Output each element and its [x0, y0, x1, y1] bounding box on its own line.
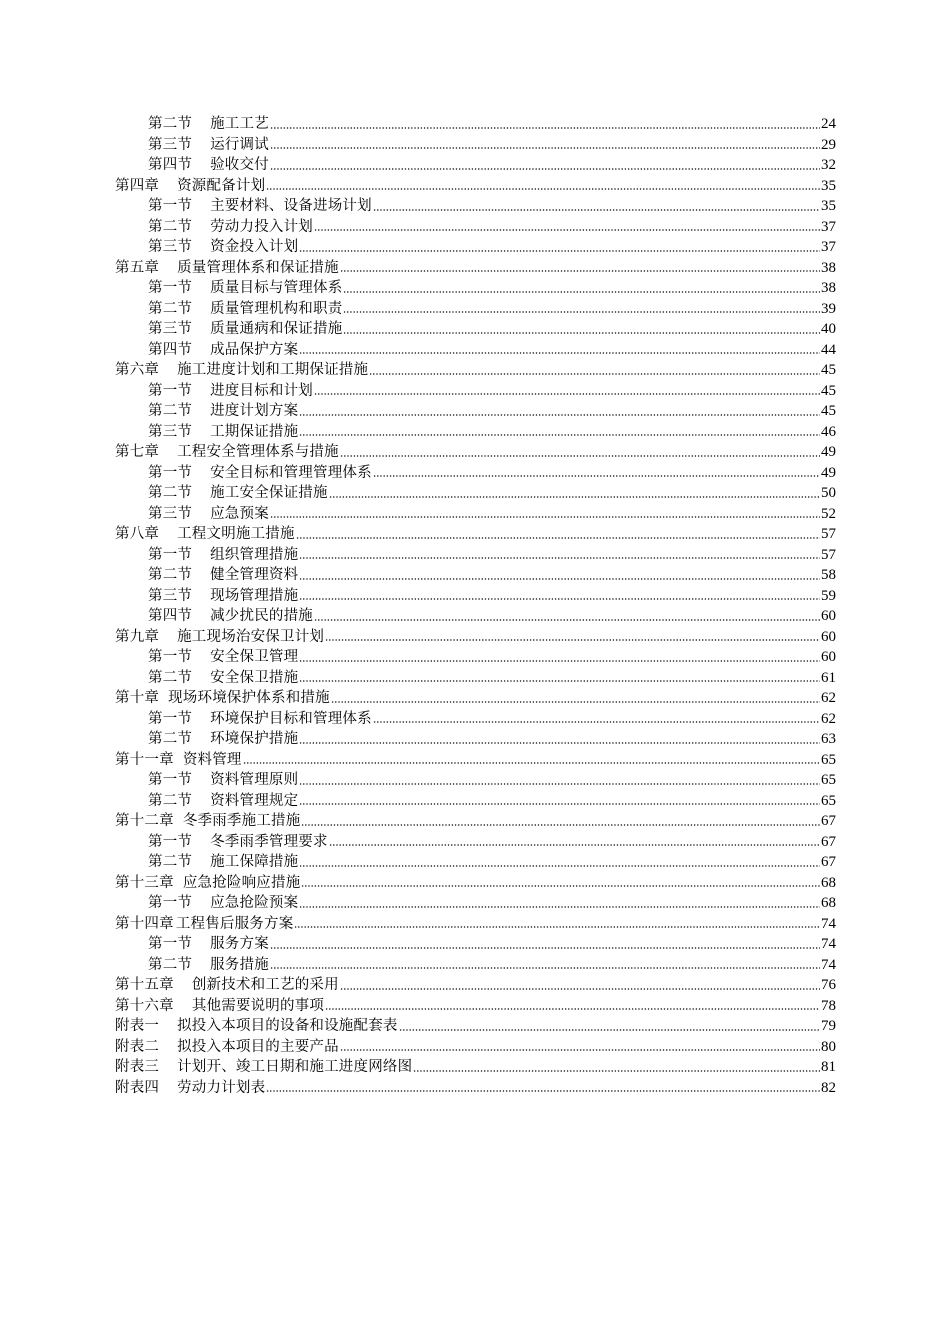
toc-entry-text: [148, 565, 298, 586]
toc-section-entry[interactable]: [115, 237, 836, 258]
toc-section-entry[interactable]: [115, 217, 836, 238]
dot-leader: [340, 455, 820, 457]
toc-entry-text: [148, 668, 298, 689]
toc-entry-title: 施工保障措施: [210, 854, 299, 870]
toc-chapter-entry[interactable]: [115, 627, 836, 648]
toc-entry-text: [148, 586, 298, 607]
toc-page-number: 58: [821, 567, 836, 583]
toc-entry-title: 施工工艺: [210, 116, 269, 132]
dot-leader: [299, 578, 820, 580]
toc-page-number: 38: [821, 259, 836, 276]
toc-entry-title: 应急抢险预案: [210, 895, 299, 911]
toc-page-number: 49: [821, 444, 836, 460]
toc-entry-title: 安全保卫措施: [210, 669, 299, 686]
toc-entry-text: [115, 750, 242, 771]
toc-entry-label: 第四节: [148, 608, 193, 624]
toc-section-entry[interactable]: [115, 586, 836, 607]
toc-page-number: 60: [821, 628, 836, 645]
toc-entry-title: 劳动力投入计划: [210, 218, 314, 235]
toc-page-number: 80: [821, 1038, 836, 1055]
toc-chapter-entry[interactable]: [115, 360, 836, 381]
toc-entry-label: 附表二: [115, 1038, 160, 1055]
toc-section-entry[interactable]: [115, 114, 836, 135]
toc-page-number: 35: [821, 198, 836, 214]
dot-leader: [343, 332, 820, 334]
toc-section-entry[interactable]: [115, 709, 836, 730]
table-of-contents: [115, 114, 836, 1098]
toc-page-number: 50: [821, 485, 836, 501]
toc-entry-text: [115, 914, 293, 935]
toc-section-entry[interactable]: [115, 791, 836, 812]
dot-leader: [270, 147, 820, 149]
toc-entry-title: 安全目标和管理管理体系: [210, 464, 372, 481]
toc-entry-text: [115, 1057, 412, 1078]
toc-entry-label: 第二节: [148, 956, 193, 973]
dot-leader: [373, 475, 820, 477]
toc-entry-label: 第四章: [115, 177, 160, 194]
dot-leader: [301, 885, 820, 887]
toc-entry-label: 第十四章: [115, 915, 174, 932]
toc-entry-title: 资金投入计划: [210, 239, 299, 255]
toc-section-entry[interactable]: [115, 545, 836, 566]
toc-page-number: 68: [821, 874, 836, 891]
toc-page-number: 59: [821, 587, 836, 604]
dot-leader: [325, 639, 820, 641]
toc-page-number: 60: [821, 649, 836, 665]
toc-entry-text: [148, 647, 298, 668]
toc-entry-title: 工程安全管理体系与措施: [177, 444, 339, 460]
toc-section-entry[interactable]: [115, 463, 836, 484]
toc-entry-text: [148, 852, 298, 873]
toc-entry-label: 第五章: [115, 259, 160, 276]
toc-section-entry[interactable]: [115, 934, 836, 955]
toc-entry-text: [115, 176, 265, 197]
dot-leader: [413, 1070, 820, 1072]
toc-entry-label: 第一节: [148, 546, 193, 563]
toc-page-number: 44: [821, 341, 836, 358]
toc-entry-title: 资源配备计划: [177, 177, 266, 194]
dot-leader: [340, 270, 820, 272]
toc-entry-title: 环境保护措施: [210, 731, 299, 747]
toc-entry-text: [148, 934, 269, 955]
toc-entry-title: 资料管理: [182, 751, 242, 768]
toc-page-number: 49: [821, 464, 836, 481]
toc-entry-label: 第一节: [148, 198, 193, 214]
toc-entry-title: 计划开、竣工日期和施工进度网络图: [177, 1059, 413, 1075]
toc-page-number: 24: [821, 116, 836, 132]
dot-leader: [343, 291, 820, 293]
toc-entry-title: 组织管理措施: [210, 546, 299, 563]
toc-entry-label: 第二节: [148, 403, 193, 419]
toc-entry-title: 服务措施: [210, 956, 269, 973]
toc-section-entry[interactable]: [115, 278, 836, 299]
toc-entry-text: [115, 996, 324, 1017]
toc-entry-text: [148, 770, 298, 791]
toc-entry-label: 第二节: [148, 731, 193, 747]
dot-leader: [301, 824, 820, 826]
toc-page-number: 81: [821, 1059, 836, 1075]
toc-page-number: 57: [821, 546, 836, 563]
toc-entry-label: 第三节: [148, 423, 193, 440]
dot-leader: [270, 127, 820, 129]
toc-entry-title: 资料管理原则: [210, 772, 299, 788]
toc-entry-label: 第三节: [148, 505, 193, 522]
toc-section-entry[interactable]: [115, 770, 836, 791]
toc-page-number: 61: [821, 669, 836, 686]
toc-entry-label: 第一节: [148, 280, 193, 296]
dot-leader: [243, 762, 820, 764]
toc-page-number: 40: [821, 321, 836, 337]
toc-entry-title: 运行调试: [210, 136, 269, 153]
toc-entry-label: 第二节: [148, 300, 193, 317]
dot-leader: [299, 742, 820, 744]
toc-page-number: 63: [821, 731, 836, 747]
toc-entry-label: 第三节: [148, 321, 193, 337]
toc-entry-title: 进度目标和计划: [210, 382, 314, 399]
toc-entry-text: [115, 524, 295, 545]
dot-leader: [373, 209, 820, 211]
toc-page-number: 76: [821, 977, 836, 993]
toc-entry-label: 第一节: [148, 772, 193, 788]
toc-entry-text: [148, 319, 342, 340]
toc-page-number: 38: [821, 280, 836, 296]
toc-entry-label: 附表三: [115, 1059, 160, 1075]
toc-entry-title: 劳动力计划表: [177, 1079, 266, 1096]
toc-entry-text: [148, 729, 298, 750]
toc-chapter-entry[interactable]: [115, 1057, 836, 1078]
toc-page-number: 74: [821, 915, 836, 932]
toc-entry-label: 第一节: [148, 710, 193, 727]
toc-entry-label: 第三节: [148, 136, 193, 153]
toc-entry-title: 质量目标与管理体系: [210, 280, 343, 296]
toc-entry-text: [148, 381, 313, 402]
toc-section-entry[interactable]: [115, 483, 836, 504]
toc-entry-text: [148, 196, 372, 217]
toc-entry-title: 质量管理机构和职责: [210, 300, 343, 317]
toc-entry-label: 第一节: [148, 649, 193, 665]
dot-leader: [299, 680, 820, 682]
toc-section-entry[interactable]: [115, 155, 836, 176]
dot-leader: [314, 229, 820, 231]
toc-entry-title: 拟投入本项目的主要产品: [177, 1038, 339, 1055]
toc-entry-title: 资料管理规定: [210, 792, 299, 809]
toc-page-number: 65: [821, 751, 836, 768]
toc-entry-text: [148, 299, 342, 320]
toc-entry-title: 减少扰民的措施: [210, 608, 314, 624]
toc-entry-label: 附表四: [115, 1079, 160, 1096]
toc-chapter-entry[interactable]: [115, 914, 836, 935]
toc-entry-title: 施工安全保证措施: [210, 485, 328, 501]
toc-entry-text: [148, 463, 372, 484]
dot-leader: [340, 1049, 820, 1051]
toc-page-number: 62: [821, 710, 836, 727]
toc-entry-title: 质量通病和保证措施: [210, 321, 343, 337]
dot-leader: [270, 516, 820, 518]
toc-entry-title: 施工现场治安保卫计划: [177, 628, 325, 645]
toc-entry-text: [148, 893, 298, 914]
toc-page-number: 78: [821, 997, 836, 1014]
toc-page-number: 67: [821, 854, 836, 870]
dot-leader: [325, 1008, 820, 1010]
toc-page-number: 45: [821, 362, 836, 378]
dot-leader: [299, 906, 820, 908]
toc-section-entry[interactable]: [115, 647, 836, 668]
toc-page-number: 46: [821, 423, 836, 440]
toc-page-number: 65: [821, 792, 836, 809]
toc-page-number: 67: [821, 813, 836, 829]
dot-leader: [314, 393, 820, 395]
toc-chapter-entry[interactable]: [115, 1078, 836, 1099]
toc-entry-text: [148, 545, 298, 566]
toc-chapter-entry[interactable]: [115, 688, 836, 709]
toc-section-entry[interactable]: [115, 196, 836, 217]
toc-entry-text: [148, 155, 269, 176]
toc-section-entry[interactable]: [115, 401, 836, 422]
toc-section-entry[interactable]: [115, 955, 836, 976]
toc-entry-text: [115, 1078, 265, 1099]
toc-chapter-entry[interactable]: [115, 1037, 836, 1058]
dot-leader: [299, 250, 820, 252]
dot-leader: [373, 721, 820, 723]
toc-entry-label: 第二节: [148, 669, 193, 686]
toc-entry-label: 第四节: [148, 341, 193, 358]
dot-leader: [343, 311, 820, 313]
toc-page-number: 65: [821, 772, 836, 788]
toc-page-number: 39: [821, 300, 836, 317]
toc-entry-text: [115, 873, 300, 894]
dot-leader: [329, 844, 820, 846]
toc-entry-title: 冬季雨季管理要求: [210, 833, 328, 850]
toc-page-number: 57: [821, 526, 836, 542]
toc-entry-label: 第二节: [148, 567, 193, 583]
toc-entry-label: 附表一: [115, 1018, 160, 1034]
toc-entry-title: 进度计划方案: [210, 403, 299, 419]
toc-entry-title: 应急预案: [210, 505, 269, 522]
toc-entry-text: [148, 135, 269, 156]
toc-section-entry[interactable]: [115, 504, 836, 525]
toc-section-entry[interactable]: [115, 832, 836, 853]
toc-chapter-entry[interactable]: [115, 524, 836, 545]
toc-section-entry[interactable]: [115, 340, 836, 361]
toc-entry-title: 工程文明施工措施: [177, 526, 295, 542]
dot-leader: [399, 1029, 820, 1031]
toc-entry-label: 第三节: [148, 239, 193, 255]
toc-entry-label: 第一节: [148, 382, 193, 399]
toc-page-number: 37: [821, 218, 836, 235]
toc-entry-title: 工期保证措施: [210, 423, 299, 440]
toc-entry-text: [148, 606, 313, 627]
toc-entry-title: 验收交付: [210, 157, 269, 173]
toc-entry-title: 现场管理措施: [210, 587, 299, 604]
dot-leader: [299, 803, 820, 805]
toc-chapter-entry[interactable]: [115, 996, 836, 1017]
toc-entry-title: 创新技术和工艺的采用: [191, 977, 339, 993]
toc-entry-text: [148, 217, 313, 238]
toc-entry-text: [115, 258, 339, 279]
toc-entry-text: [148, 114, 269, 135]
dot-leader: [266, 1090, 820, 1092]
toc-entry-label: 第一节: [148, 936, 193, 952]
toc-page-number: 79: [821, 1018, 836, 1034]
toc-entry-text: [148, 278, 342, 299]
toc-entry-title: 工程售后服务方案: [175, 915, 294, 932]
toc-chapter-entry[interactable]: [115, 811, 836, 832]
toc-entry-label: 第一节: [148, 464, 193, 481]
toc-entry-label: 第六章: [115, 362, 160, 378]
toc-entry-title: 冬季雨季施工措施: [182, 813, 301, 829]
dot-leader: [299, 598, 820, 600]
toc-entry-title: 健全管理资料: [210, 567, 299, 583]
dot-leader: [340, 988, 820, 990]
toc-entry-label: 第二节: [148, 792, 193, 809]
toc-page-number: 74: [821, 956, 836, 973]
toc-entry-text: [115, 1016, 398, 1037]
toc-page-number: 32: [821, 157, 836, 173]
dot-leader: [299, 414, 820, 416]
toc-entry-text: [148, 483, 328, 504]
toc-entry-label: 第十三章: [115, 874, 174, 891]
toc-page-number: 60: [821, 608, 836, 624]
toc-page-number: 37: [821, 239, 836, 255]
toc-entry-label: 第二节: [148, 485, 193, 501]
toc-entry-title: 主要材料、设备进场计划: [210, 198, 372, 214]
dot-leader: [299, 865, 820, 867]
toc-entry-title: 其他需要说明的事项: [191, 997, 325, 1014]
toc-entry-text: [148, 422, 298, 443]
toc-entry-title: 成品保护方案: [210, 341, 299, 358]
toc-chapter-entry[interactable]: [115, 975, 836, 996]
toc-entry-text: [148, 237, 298, 258]
toc-entry-label: 第二节: [148, 854, 193, 870]
toc-chapter-entry[interactable]: [115, 1016, 836, 1037]
toc-entry-text: [115, 688, 330, 709]
toc-entry-label: 第一节: [148, 895, 193, 911]
toc-entry-label: 第十二章: [115, 813, 174, 829]
toc-entry-text: [148, 832, 328, 853]
toc-page-number: 45: [821, 382, 836, 399]
toc-entry-text: [115, 627, 324, 648]
toc-section-entry[interactable]: [115, 319, 836, 340]
toc-entry-text: [148, 504, 269, 525]
toc-entry-text: [148, 955, 269, 976]
dot-leader: [299, 557, 820, 559]
toc-section-entry[interactable]: [115, 135, 836, 156]
toc-entry-label: 第二节: [148, 218, 193, 235]
dot-leader: [299, 783, 820, 785]
toc-page-number: 29: [821, 136, 836, 153]
toc-entry-label: 第十一章: [115, 751, 174, 768]
toc-section-entry[interactable]: [115, 565, 836, 586]
toc-entry-label: 第四节: [148, 157, 193, 173]
toc-section-entry[interactable]: [115, 852, 836, 873]
toc-page-number: 74: [821, 936, 836, 952]
toc-entry-text: [115, 975, 339, 996]
toc-entry-text: [115, 811, 300, 832]
toc-page-number: 45: [821, 403, 836, 419]
toc-entry-text: [148, 340, 298, 361]
toc-section-entry[interactable]: [115, 299, 836, 320]
toc-entry-text: [148, 791, 298, 812]
toc-chapter-entry[interactable]: [115, 442, 836, 463]
toc-entry-text: [115, 442, 339, 463]
toc-chapter-entry[interactable]: [115, 750, 836, 771]
dot-leader: [270, 967, 820, 969]
toc-entry-title: 现场环境保护体系和措施: [168, 690, 330, 706]
dot-leader: [299, 352, 820, 354]
toc-chapter-entry[interactable]: [115, 176, 836, 197]
toc-entry-title: 安全保卫管理: [210, 649, 299, 665]
toc-entry-title: 拟投入本项目的设备和设施配套表: [177, 1018, 398, 1034]
toc-entry-title: 服务方案: [210, 936, 269, 952]
dot-leader: [296, 537, 820, 539]
dot-leader: [266, 188, 820, 190]
toc-entry-label: 第一节: [148, 833, 193, 850]
toc-entry-label: 第九章: [115, 628, 160, 645]
toc-entry-label: 第十章: [115, 690, 160, 706]
dot-leader: [294, 926, 820, 928]
toc-section-entry[interactable]: [115, 381, 836, 402]
dot-leader: [369, 373, 820, 375]
toc-page-number: 35: [821, 177, 836, 194]
dot-leader: [299, 660, 820, 662]
toc-page-number: 82: [821, 1079, 836, 1096]
toc-entry-title: 施工进度计划和工期保证措施: [177, 362, 369, 378]
dot-leader: [314, 619, 820, 621]
toc-chapter-entry[interactable]: [115, 873, 836, 894]
dot-leader: [299, 434, 820, 436]
toc-page-number: 52: [821, 505, 836, 522]
dot-leader: [329, 496, 820, 498]
toc-page-number: 67: [821, 833, 836, 850]
toc-entry-text: [115, 1037, 339, 1058]
toc-section-entry[interactable]: [115, 893, 836, 914]
toc-entry-label: 第三节: [148, 587, 193, 604]
toc-section-entry[interactable]: [115, 606, 836, 627]
toc-chapter-entry[interactable]: [115, 258, 836, 279]
toc-entry-label: 第七章: [115, 444, 160, 460]
toc-entry-label: 第十五章: [115, 977, 174, 993]
toc-page-number: 68: [821, 895, 836, 911]
dot-leader: [331, 701, 820, 703]
toc-page-number: 62: [821, 690, 836, 706]
toc-section-entry[interactable]: [115, 668, 836, 689]
dot-leader: [270, 947, 820, 949]
toc-entry-title: 质量管理体系和保证措施: [177, 259, 339, 276]
toc-entry-title: 应急抢险响应措施: [182, 874, 301, 891]
toc-section-entry[interactable]: [115, 729, 836, 750]
toc-entry-title: 环境保护目标和管理体系: [210, 710, 372, 727]
toc-entry-label: 第二节: [148, 116, 193, 132]
toc-entry-label: 第十六章: [115, 997, 174, 1014]
toc-entry-text: [148, 401, 298, 422]
toc-entry-text: [148, 709, 372, 730]
toc-entry-label: 第八章: [115, 526, 160, 542]
toc-section-entry[interactable]: [115, 422, 836, 443]
toc-entry-text: [115, 360, 368, 381]
dot-leader: [270, 168, 820, 170]
